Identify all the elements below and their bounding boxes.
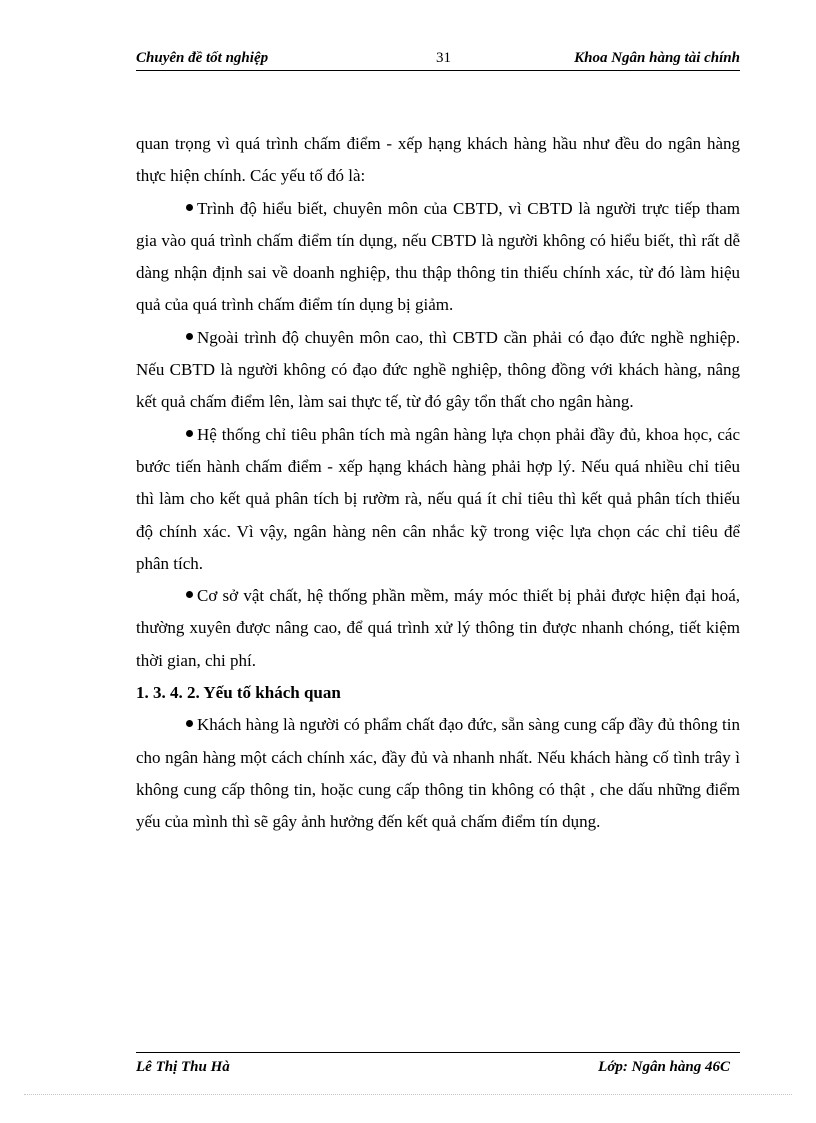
bullet-paragraph: Cơ sở vật chất, hệ thống phần mềm, máy móc thiết bị phải được hiện đại hoá, thường xuyên được nâng cao, để quá trình xử lý thông tin được nhanh chóng, tiết kiệm thời gian, chi phí. (136, 586, 740, 670)
page-header (136, 50, 740, 71)
bullet-paragraph: Hệ thống chỉ tiêu phân tích mà ngân hàng lựa chọn phải đầy đủ, khoa học, các bước tiến hành chấm điểm - xếp hạng khách hàng phải hợp lý. Nếu quá nhiều chỉ tiêu thì làm cho kết quả phân tích bị rườm rà, nếu quá ít chỉ tiêu thì kết quả phân tích thiếu độ chính xác. Vì vậy, ngân hàng nên cân nhắc kỹ trong việc lựa chọn các chỉ tiêu để phân tích. (136, 424, 740, 573)
section-heading: 1. 3. 4. 2. Yếu tố khách quan (136, 683, 341, 703)
footer-author: Lê Thị Thu Hà (136, 1059, 230, 1075)
bullet-paragraph: Ngoài trình độ chuyên môn cao, thì CBTD cần phải có đạo đức nghề nghiệp. Nếu CBTD là người không có đạo đức nghề nghiệp, thông đồng với khách hàng, nâng kết quả chấm điểm lên, làm sai thực tế, từ đó gây tổn thất cho ngân hàng. (136, 327, 740, 412)
bullet-icon (186, 204, 193, 211)
page-footer (136, 1052, 740, 1075)
footer-class: Lớp: Ngân hàng 46C (598, 1059, 730, 1075)
page-edge-divider (24, 1094, 792, 1095)
page-number: 31 (436, 50, 451, 66)
paragraph-intro: quan trọng vì quá trình chấm điểm - xếp hạng khách hàng hầu như đều do ngân hàng thực hiện chính. Các yếu tố đó là: (136, 134, 740, 186)
header-thesis-title: Chuyên đề tốt nghiệp (136, 50, 269, 66)
bullet-paragraph: Khách hàng là người có phẩm chất đạo đức, sẵn sàng cung cấp đầy đủ thông tin cho ngân hàng một cách chính xác, đầy đủ và nhanh nhất. Nếu khách hàng cố tình trây ì không cung cấp thông tin, hoặc cung cấp thông tin không có thật , che dấu những điểm yếu của mình thì sẽ gây ảnh hưởng đến kết quả chấm điểm tín dụng. (136, 715, 740, 832)
bullet-icon (186, 591, 193, 598)
header-faculty: Khoa Ngân hàng tài chính (574, 50, 740, 66)
bullet-icon (186, 333, 193, 340)
bullet-icon (186, 720, 193, 727)
document-body (136, 128, 740, 839)
bullet-paragraph: Trình độ hiểu biết, chuyên môn của CBTD, vì CBTD là người trực tiếp tham gia vào quá trình chấm điểm tín dụng, nếu CBTD là người không có hiểu biết, thì rất dễ dàng nhận định sai về doanh nghiệp, thu thập thông tin thiếu chính xác, từ đó làm hiệu quả của quá trình chấm điểm tín dụng bị giảm. (136, 198, 740, 315)
bullet-icon (186, 430, 193, 437)
